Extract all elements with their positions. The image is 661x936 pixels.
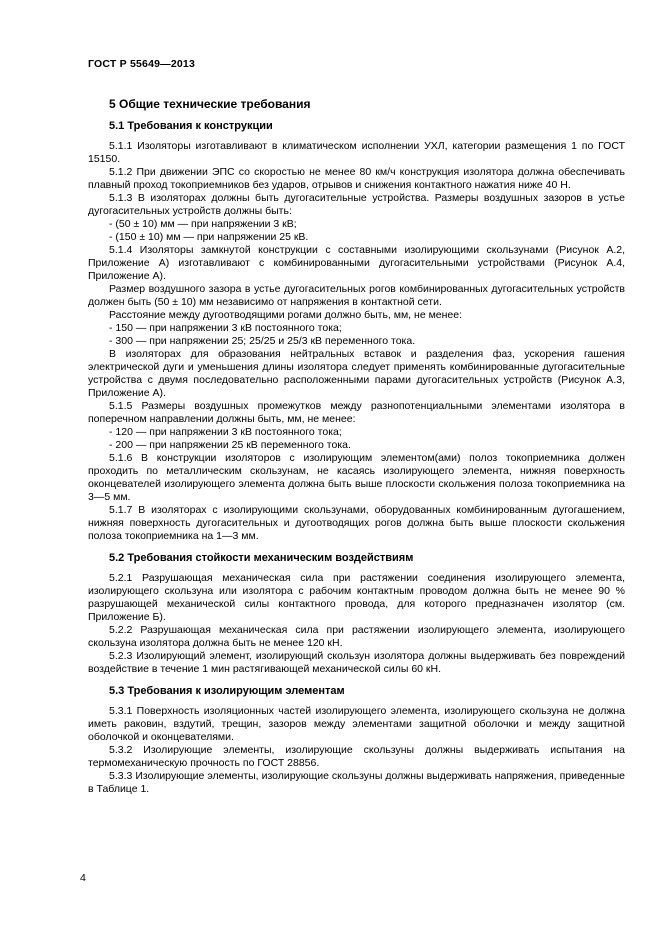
section-heading: 5 Общие технические требования <box>109 97 311 111</box>
document-content <box>88 58 625 796</box>
paragraph: 5.3.2 Изолирующие элементы, изолирующие скользуны должны выдерживать испытания на термомеханическую прочность по ГОСТ 28856. <box>88 744 625 769</box>
list-item: - 150 — при напряжении 3 кВ постоянного тока; <box>109 322 342 334</box>
paragraph: В изоляторах для образования нейтральных вставок и разделения фаз, ускорения гашения электрической дуги и уменьшения длины изолятора следует применять комбинированные дугогасительные устройства с двумя последовательно расположенными парами дугогасительных устройств (Рисунок А.3, Приложение А). <box>88 348 625 399</box>
list-item: - (50 ± 10) мм — при напряжении 3 кВ; <box>109 218 297 230</box>
paragraph: 5.1.7 В изоляторах с изолирующими скользунами, оборудованных комбинированным дугогашением, нижняя поверхность дугогасительных и дугоотводящих рогов должна быть выше плоскости скольжения полоза токоприемника на 1—3 мм. <box>88 504 625 542</box>
list-item: - 200 — при напряжении 25 кВ переменного тока. <box>109 439 351 451</box>
paragraph: 5.1.6 В конструкции изоляторов с изолирующим элементом(ами) полоз токоприемника должен проходить по металлическим скользунам, не касаясь изолирующего элемента, нижняя поверхность оконцевателей изолирующего элемента должна быть выше плоскости скольжения полоза токоприемника на 3—5 мм. <box>88 452 625 503</box>
paragraph: 5.1.3 В изоляторах должны быть дугогасительные устройства. Размеры воздушных зазоров в устье дугогасительных устройств должны быть: <box>88 192 625 217</box>
paragraph: Расстояние между дугоотводящими рогами должно быть, мм, не менее: <box>109 309 463 321</box>
paragraph: Размер воздушного зазора в устье дугогасительных рогов комбинированных дугогасительных устройств должен быть (50 ± 10) мм независимо от напряжения в контактной сети. <box>88 283 625 308</box>
paragraph: 5.2.2 Разрушающая механическая сила при растяжении изолирующего элемента, изолирующего скользуна изолятора должна быть не менее 120 кН. <box>88 624 625 649</box>
paragraph: 5.3.3 Изолирующие элементы, изолирующие скользуны должны выдерживать напряжения, приведенные в Таблице 1. <box>88 770 625 795</box>
subsection-heading: 5.1 Требования к конструкции <box>109 120 273 132</box>
paragraph: 5.1.2 При движении ЭПС со скоростью не менее 80 км/ч конструкция изолятора должна обеспечивать плавный проход токоприемников без ударов, отрывов и снижения контактного нажатия ниже 40 Н. <box>88 166 625 191</box>
paragraph: 5.1.1 Изоляторы изготавливают в климатическом исполнении УХЛ, категории размещения 1 по ГОСТ 15150. <box>88 140 625 165</box>
paragraph: 5.1.4 Изоляторы замкнутой конструкции с составными изолирующими скользунами (Рисунок А.2, Приложение А) изготавливают с комбинированными дугогасительными устройствами (Рисунок А.4, Приложение А). <box>88 244 625 282</box>
paragraph: 5.1.5 Размеры воздушных промежутков между разнопотенциальными элементами изолятора в поперечном направлении должны быть, мм, не менее: <box>88 400 625 425</box>
list-item: - 300 — при напряжении 25; 25/25 и 25/3 кВ переменного тока. <box>109 335 416 347</box>
list-item: - 120 — при напряжении 3 кВ постоянного тока; <box>109 426 342 438</box>
list-item: - (150 ± 10) мм — при напряжении 25 кВ. <box>109 231 309 243</box>
page-number: 4 <box>80 872 86 884</box>
document-header: ГОСТ Р 55649—2013 <box>88 58 196 70</box>
subsection-heading: 5.2 Требования стойкости механическим воздействиям <box>109 552 414 564</box>
document-body <box>88 97 625 796</box>
paragraph: 5.3.1 Поверхность изоляционных частей изолирующего элемента, изолирующего скользуна не должна иметь раковин, вздутий, трещин, зазоров между элементами защитной оболочки и между защитной оболочкой и оконцевателями. <box>88 705 625 743</box>
subsection-heading: 5.3 Требования к изолирующим элементам <box>109 685 345 697</box>
paragraph: 5.2.3 Изолирующий элемент, изолирующий скользун изолятора должны выдерживать без повреждений воздействие в течение 1 мин растягивающей механической силы 60 кН. <box>88 650 625 675</box>
paragraph: 5.2.1 Разрушающая механическая сила при растяжении соединения изолирующего элемента, изолирующего скользуна или изолятора с рабочим контактным проводом должна быть не менее 90 % разрушающей механической силы контактного провода, для которого предназначен изолятор (см. Приложение Б). <box>88 572 625 623</box>
